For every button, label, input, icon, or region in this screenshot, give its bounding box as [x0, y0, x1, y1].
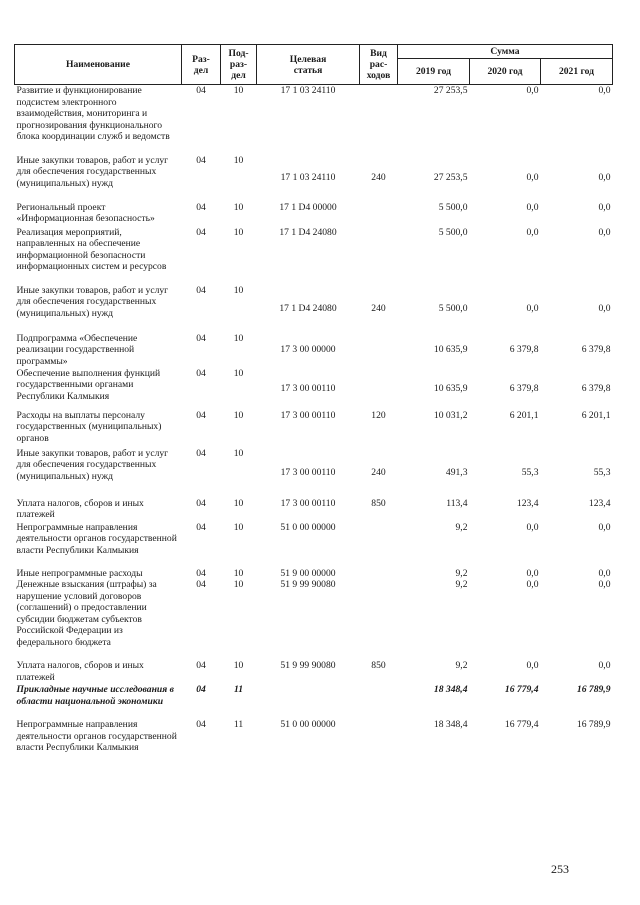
- table-row: [15, 719, 613, 767]
- row-target: 51 9 00 00000: [280, 567, 336, 579]
- row-name: Региональный проект «Информационная безопасность»: [16, 201, 155, 225]
- row-2021: 16 789,9: [576, 684, 611, 696]
- table-row: [15, 202, 613, 227]
- row-2020: 6 201,1: [509, 409, 539, 421]
- table-row: [15, 85, 613, 155]
- header-2020: 2020 год: [470, 59, 541, 85]
- row-2020: 123,4: [516, 497, 539, 509]
- table-row: [15, 333, 613, 368]
- header-sum: Сумма: [398, 45, 613, 59]
- row-subsection: 10: [233, 660, 244, 672]
- row-expense-type: [360, 579, 398, 660]
- row-name: Расходы на выплаты персоналу государственных (муниципальных) органов: [16, 409, 162, 444]
- row-section: 04: [196, 367, 206, 379]
- row-2019: 18 348,4: [433, 684, 468, 696]
- row-section: 04: [196, 332, 206, 344]
- table-header: [15, 45, 613, 85]
- row-2021: 0,0: [598, 85, 611, 96]
- row-2020: 16 779,4: [504, 684, 539, 696]
- row-name: Иные непрограммные расходы: [16, 567, 143, 579]
- row-name: Уплата налогов, сборов и иных платежей: [16, 497, 144, 521]
- row-subsection: 11: [233, 719, 244, 731]
- row-name: Прикладные научные исследования в области национальной экономики: [16, 684, 174, 707]
- row-2019: 5 500,0: [438, 302, 468, 314]
- row-2019: 10 635,9: [433, 344, 468, 356]
- table-row: [15, 684, 613, 719]
- header-2021: 2021 год: [541, 59, 613, 85]
- row-section: 04: [196, 409, 206, 421]
- row-2019: 9,2: [455, 660, 468, 672]
- row-2020: 55,3: [521, 466, 539, 478]
- row-section: 04: [196, 719, 206, 731]
- table-row: [15, 498, 613, 522]
- row-section: 04: [196, 447, 206, 459]
- row-2020: 16 779,4: [504, 719, 539, 731]
- row-2021: 123,4: [588, 497, 611, 509]
- header-subsection: [221, 45, 257, 85]
- row-2019: 10 635,9: [433, 382, 468, 394]
- row-2021: 55,3: [593, 466, 611, 478]
- row-2019: 18 348,4: [433, 719, 468, 731]
- table-row: [15, 410, 613, 448]
- row-subsection: 10: [233, 497, 244, 509]
- row-expense-type: 240: [371, 466, 386, 478]
- table-body: [15, 85, 613, 768]
- header-section-text: Раз- дел: [192, 53, 210, 76]
- row-target: 17 1 03 24110: [280, 172, 336, 184]
- row-target: 17 3 00 00000: [280, 344, 336, 356]
- row-subsection: 10: [233, 154, 244, 166]
- table-row: [15, 227, 613, 285]
- row-2020: 0,0: [526, 85, 539, 96]
- row-2021: 0,0: [598, 521, 611, 533]
- header-expense-type: [360, 45, 398, 85]
- row-2021: 6 379,8: [581, 382, 611, 394]
- table-row: [15, 522, 613, 568]
- row-section: 04: [196, 201, 206, 213]
- row-target: 17 3 00 00110: [280, 497, 336, 509]
- budget-document: [14, 44, 614, 767]
- row-2021: 0,0: [598, 567, 611, 579]
- row-name: Развитие и функционирование подсистем электронного взаимодействия, мониторинга и прогнозирования функционального блока координации служб и ведомств: [16, 85, 170, 143]
- row-target: 17 1 D4 24080: [279, 302, 337, 314]
- row-2020: 0,0: [526, 302, 539, 314]
- row-2021: 0,0: [598, 226, 611, 238]
- row-subsection: 10: [233, 409, 244, 421]
- row-2020: 6 379,8: [509, 344, 539, 356]
- header-target: [257, 45, 360, 85]
- row-2019: 9,2: [455, 567, 468, 579]
- row-2020: 0,0: [526, 579, 539, 591]
- row-expense-type: [360, 368, 398, 410]
- header-section: [182, 45, 221, 85]
- row-subsection: 10: [233, 367, 244, 379]
- row-2021: 0,0: [598, 579, 611, 591]
- row-expense-type: 850: [371, 497, 386, 509]
- row-2021: 6 201,1: [581, 409, 611, 421]
- row-subsection: 10: [233, 284, 244, 296]
- row-section: 04: [196, 497, 206, 509]
- row-2020: 0,0: [526, 226, 539, 238]
- row-2021: 0,0: [598, 172, 611, 184]
- table-row: [15, 285, 613, 333]
- header-subsection-text: Под- раз- дел: [228, 48, 249, 81]
- row-2020: 0,0: [526, 201, 539, 213]
- table-row: [15, 660, 613, 684]
- row-name: Реализация мероприятий, направленных на обеспечение информационной безопасности информационных систем и ресурсов: [16, 226, 167, 273]
- row-name: Обеспечение выполнения функций государственными органами Республики Калмыкия: [16, 367, 161, 402]
- row-name: Денежные взыскания (штрафы) за нарушение условий договоров (соглашений) о предоставлении субсидии бюджетам субъектов Российской Федерации из федерального бюджета: [16, 579, 157, 649]
- table-row: [15, 368, 613, 410]
- row-2021: 6 379,8: [581, 344, 611, 356]
- row-2019: 27 253,5: [433, 85, 468, 96]
- row-target: 17 1 D4 00000: [279, 201, 337, 213]
- row-2020: 0,0: [526, 172, 539, 184]
- table-row: [15, 579, 613, 660]
- row-subsection: 10: [233, 579, 244, 591]
- row-subsection: 10: [233, 567, 244, 579]
- row-2021: 16 789,9: [576, 719, 611, 731]
- row-subsection: 10: [233, 226, 244, 238]
- row-2020: 0,0: [526, 567, 539, 579]
- header-target-text: Целевая статья: [289, 53, 327, 76]
- row-expense-type: [360, 719, 398, 767]
- row-expense-type: 850: [371, 660, 386, 672]
- row-section: 04: [196, 567, 206, 579]
- row-name: Непрограммные направления деятельности органов государственной власти Республики Калмыкия: [16, 521, 177, 556]
- row-section: 04: [196, 579, 206, 591]
- row-target: 17 3 00 00110: [280, 382, 336, 394]
- row-2021: 0,0: [598, 302, 611, 314]
- row-name: Непрограммные направления деятельности органов государственной власти Республики Калмыкия: [16, 719, 177, 754]
- row-2019: 9,2: [455, 521, 468, 533]
- row-name: Иные закупки товаров, работ и услуг для обеспечения государственных (муниципальных) нужд: [16, 154, 169, 189]
- table-row: [15, 155, 613, 202]
- table-row: [15, 448, 613, 498]
- row-target: [257, 684, 360, 719]
- row-subsection: 10: [233, 447, 244, 459]
- row-target: 51 9 99 90080: [280, 660, 336, 672]
- row-expense-type: 240: [371, 172, 386, 184]
- row-section: 04: [196, 684, 206, 696]
- row-2019: 10 031,2: [433, 409, 468, 421]
- row-target: 51 0 00 00000: [280, 719, 336, 731]
- row-subsection: 10: [233, 521, 244, 533]
- row-expense-type: [360, 333, 398, 368]
- row-expense-type: 240: [371, 302, 386, 314]
- row-name: Иные закупки товаров, работ и услуг для обеспечения государственных (муниципальных) нужд: [16, 284, 169, 319]
- row-section: 04: [196, 226, 206, 238]
- row-2020: 0,0: [526, 521, 539, 533]
- row-2020: 0,0: [526, 660, 539, 672]
- row-section: 04: [196, 521, 206, 533]
- row-subsection: 11: [233, 684, 244, 696]
- row-target: 17 3 00 00110: [280, 466, 336, 478]
- row-2019: 5 500,0: [438, 226, 468, 238]
- header-2019: 2019 год: [398, 59, 470, 85]
- row-target: 17 1 D4 24080: [279, 226, 337, 238]
- row-2019: 27 253,5: [433, 172, 468, 184]
- row-expense-type: [360, 202, 398, 227]
- row-2019: 5 500,0: [438, 201, 468, 213]
- row-target: 51 0 00 00000: [280, 521, 336, 533]
- row-section: 04: [196, 154, 206, 166]
- row-section: 04: [196, 284, 206, 296]
- row-subsection: 10: [233, 332, 244, 344]
- row-subsection: 10: [233, 85, 244, 96]
- row-expense-type: [360, 227, 398, 285]
- row-expense-type: [360, 522, 398, 568]
- budget-table: [14, 44, 613, 767]
- row-expense-type: [360, 568, 398, 580]
- row-expense-type: [360, 85, 398, 155]
- row-section: 04: [196, 660, 206, 672]
- header-expense-type-text: Вид рас- ходов: [366, 48, 391, 81]
- row-2019: 9,2: [455, 579, 468, 591]
- row-expense-type: [360, 684, 398, 719]
- row-2020: 6 379,8: [509, 382, 539, 394]
- row-subsection: 10: [233, 201, 244, 213]
- row-expense-type: 120: [371, 409, 386, 421]
- row-target: 17 1 03 24110: [280, 85, 336, 96]
- row-name: Уплата налогов, сборов и иных платежей: [16, 660, 144, 683]
- row-name: Иные закупки товаров, работ и услуг для обеспечения государственных (муниципальных) нужд: [16, 447, 169, 482]
- row-2019: 491,3: [445, 466, 468, 478]
- row-2021: 0,0: [598, 660, 611, 672]
- table-row: [15, 568, 613, 580]
- row-section: 04: [196, 85, 206, 96]
- page-number: 253: [551, 862, 569, 876]
- row-name: Подпрограмма «Обеспечение реализации государственной программы»: [16, 332, 138, 367]
- row-target: 51 9 99 90080: [280, 579, 336, 591]
- row-target: 17 3 00 00110: [280, 409, 336, 421]
- row-2021: 0,0: [598, 201, 611, 213]
- header-name: Наименование: [15, 45, 182, 85]
- row-2019: 113,4: [446, 497, 468, 509]
